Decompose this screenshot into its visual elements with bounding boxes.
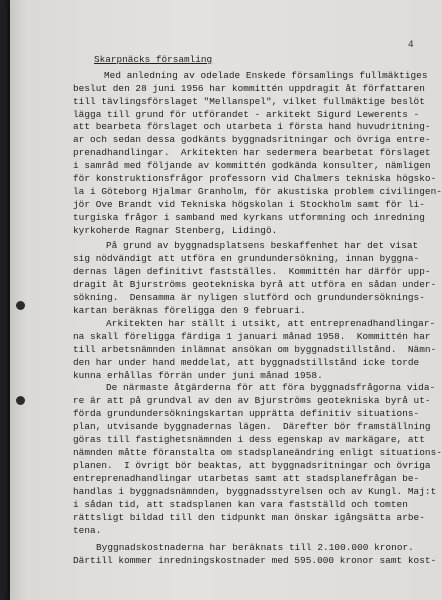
text-line: till arbetsnämnden inlämnat ansökan om byggnadstillstånd. Nämn-	[73, 344, 437, 355]
text-line: göras till fastighetsnämnden i dess egenskap av markägare, att	[73, 434, 425, 445]
text-line: förda grundundersökningskartan upprätta definitiv situations-	[73, 408, 420, 419]
text-line: dernas lägen definitivt fastställes. Kommittén har därför upp-	[73, 266, 431, 277]
text-line: Med anledning av odelade Enskede församlings fullmäktiges	[104, 70, 428, 81]
text-line: entreprenadhandlingar utarbetas samt att stadsplanefrågan be-	[73, 473, 420, 484]
text-line: re är att på grundval av den av Bjurströms geotekniska byrå ut-	[73, 395, 431, 406]
text-line: planen. I övrigt bör beaktas, att byggnadsritningar och övriga	[73, 460, 431, 471]
punch-hole	[16, 396, 25, 405]
text-line: jör Ove Brandt vid Tekniska högskolan i Stockholm samt för li-	[73, 199, 425, 210]
text-line: beslut den 28 juni 1956 har kommittén uppdragit åt författaren	[73, 83, 425, 94]
text-line: ar och sedan dessa godkänts byggnadsritningar och övriga entre-	[73, 134, 431, 145]
text-line: På grund av byggnadsplatsens beskaffenhet har det visat	[106, 240, 419, 251]
punch-hole	[16, 301, 25, 310]
text-line: na skall föreligga färdiga 1 januari månad 1958. Kommittén har	[73, 331, 431, 342]
text-line: De närmaste åtgärderna för att föra byggnadsfrågorna vida-	[106, 382, 436, 393]
text-line: Arkitekten har ställt i utsikt, att entreprenadhandlingar-	[106, 318, 436, 329]
text-line: dragit åt Bjurströms geotekniska byrå att utföra en sådan under-	[73, 279, 437, 290]
text-line: kunna erhållas förrän under juni månad 1958.	[73, 370, 323, 381]
text-line: handlas i byggnadsnämnden, byggnadsstyrelsen och av Kungl. Maj:t	[73, 486, 437, 497]
text-line: kyrkoherde Ragnar Stenberg, Lidingö.	[73, 225, 278, 236]
text-line: sig nödvändigt att utföra en grundundersökning, innan byggna-	[73, 253, 420, 264]
text-line: Därtill kommer inredningskostnader med 595.000 kronor samt kost-	[73, 555, 437, 566]
text-line: plan, utvisande byggnadernas lägen. Därefter bör framställning	[73, 421, 431, 432]
text-line: turgiska frågor i samband med kyrkans utformning och inredning	[73, 212, 425, 223]
document-page	[10, 0, 442, 600]
text-line: sökning. Densamma är nyligen slutförd och grundundersöknings-	[73, 292, 425, 303]
page-number: 4	[408, 40, 414, 50]
section-heading: Skarpnäcks församling	[94, 54, 213, 65]
text-line: den har under hand meddelat, att byggnadstillstånd icke torde	[73, 357, 420, 368]
text-line: Byggnadskostnaderna har beräknats till 2.100.000 kronor.	[96, 542, 414, 553]
text-line: nämnden måtte föranstalta om stadsplaneändring enligt situations-	[73, 447, 442, 458]
text-line: för konstruktionsfrågor professorn vid Chalmers tekniska högsko-	[73, 173, 437, 184]
text-line: kartan beräknas föreligga den 9 februari.	[73, 305, 306, 316]
text-line: att bearbeta förslaget och utarbeta i första hand huvudritning-	[73, 121, 431, 132]
text-line: lägga till grund för utförandet - arkitekt Sigurd Lewerents -	[73, 109, 420, 120]
text-line: la i Göteborg Hjalmar Granholm, för akustiska problem civilingen-	[73, 186, 442, 197]
text-line: i sådan tid, att stadsplanen kan vara fastställd och tomten	[73, 499, 408, 510]
text-line: i samråd med följande av kommittén godkända konsulter, nämligen	[73, 160, 431, 171]
text-line: rättsligt bildad till den tidpunkt man önskar igångsätta arbe-	[73, 512, 425, 523]
text-line: prenadhandlingar. Arkitekten har sedermera bearbetat förslaget	[73, 147, 431, 158]
text-line: till tävlingsförslaget "Mellanspel", vilket fullmäktige beslöt	[73, 96, 425, 107]
text-line: tena.	[73, 525, 102, 536]
